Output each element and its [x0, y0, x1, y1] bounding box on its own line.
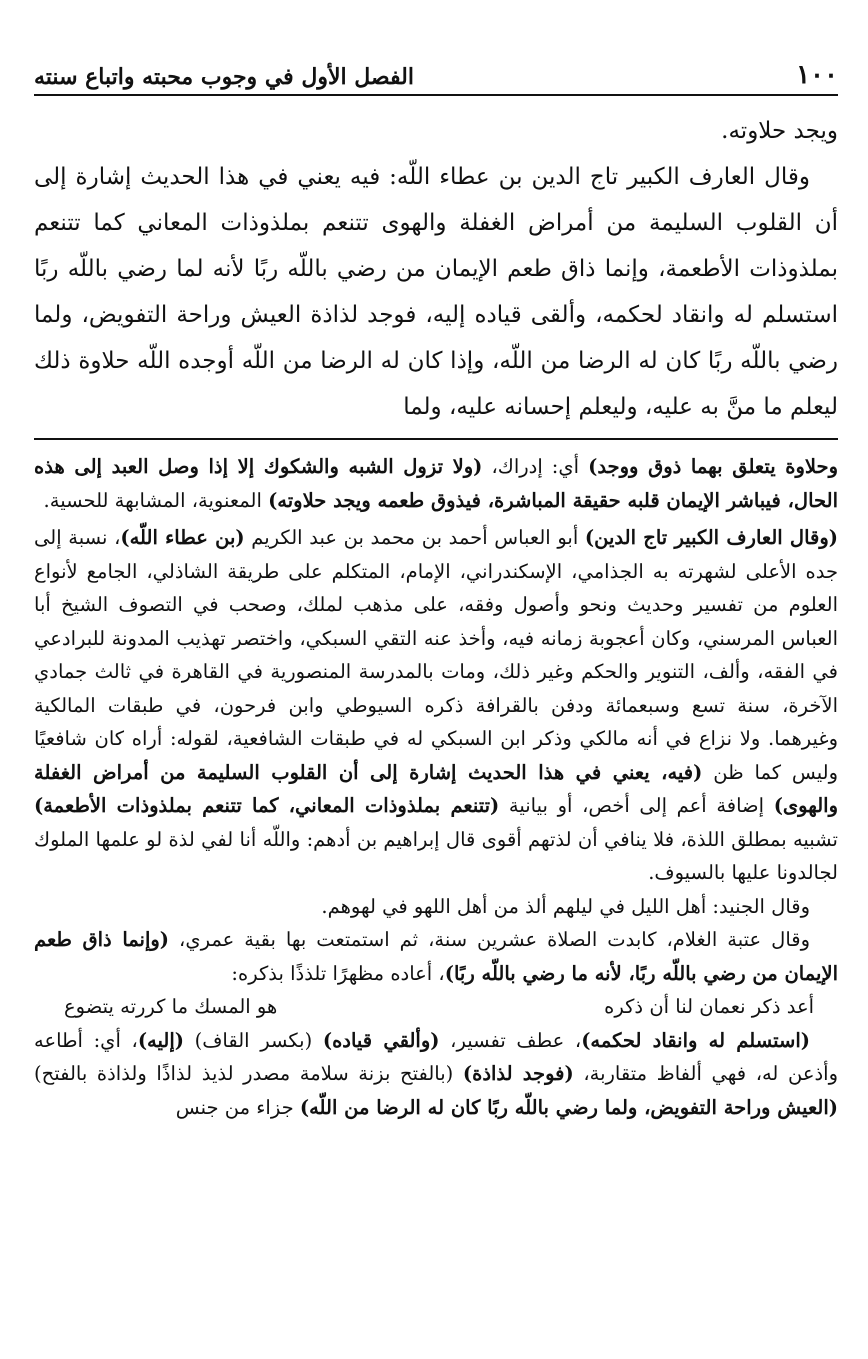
commentary-quote: وحلاوة يتعلق بهما ذوق ووجد) — [588, 455, 838, 478]
commentary-text: تشبيه بمطلق اللذة، فلا ينافي أن لذتهم أقوى قال إبراهيم بن أدهم: واللّه أنا لفي لذة لو علمها الملوك لجالدونا عليها بالسيوف. — [34, 827, 838, 884]
commentary-quote: (وألقي قياده) — [322, 1028, 440, 1052]
page-number: ١٠٠ — [796, 60, 838, 90]
main-text — [34, 108, 838, 430]
page-header — [34, 50, 838, 96]
commentary-quote: (وقال العارف الكبير تاج الدين) — [584, 526, 838, 549]
commentary-quote: (استسلم له وانقاد لحكمه) — [581, 1028, 810, 1052]
commentary-text: جزاء من جنس — [175, 1095, 300, 1119]
commentary — [34, 450, 838, 1124]
commentary-text: ، أي: أطاعه وأذعن له، فهي ألفاظ متقاربة، — [34, 1028, 838, 1085]
commentary-quote: (فيه، يعني في هذا الحديث إشارة إلى أن القلوب السليمة من أمراض الغفلة والهوى) — [34, 760, 839, 817]
commentary-text: أي: إدراك، — [482, 455, 589, 478]
commentary-paragraph — [34, 450, 838, 517]
commentary-text: وقال عتبة الغلام، كابدت الصلاة عشرين سنة، ثم استمتعت بها بقية عمري، — [169, 928, 810, 951]
commentary-paragraph — [34, 521, 838, 890]
commentary-text: (بكسر القاف) — [183, 1028, 323, 1052]
main-text-paragraph: وقال العارف الكبير تاج الدين بن عطاء اللّه: فيه يعني في هذا الحديث إشارة إلى أن القلوب السليمة من أمراض الغفلة والهوى تتنعم بملذوذات المعاني كما تتنعم بملذوذات الأطعمة، وإنما ذاق طعم الإيمان من رضي باللّه ربًا لأنه لما رضي باللّه ربًا استسلم له وانقاد لحكمه، وألقى قياده إليه، فوجد لذاذة العيش وراحة التفويض، ولما رضي باللّه ربًا كان له الرضا من اللّه، وإذا كان له الرضا من اللّه أوجده اللّه حلاوة ذلك ليعلم ما منَّ به عليه، وليعلم إحسانه عليه، ولما — [34, 164, 838, 420]
verse-hemistich-first: أعد ذكر نعمان لنا أن ذكره — [604, 995, 814, 1018]
chapter-title: الفصل الأول في وجوب محبته واتباع سنته — [34, 64, 414, 90]
commentary-quote: (إليه) — [137, 1028, 184, 1052]
commentary-paragraph — [34, 923, 838, 990]
footnote-separator — [34, 438, 838, 440]
commentary-paragraph — [34, 1024, 838, 1125]
commentary-quote: (بن عطاء اللّه) — [120, 526, 245, 549]
commentary-quote: (فوجد لذاذة) — [462, 1062, 574, 1085]
commentary-quote: (العيش وراحة التفويض، ولما رضي باللّه ربًا كان له الرضا من اللّه) — [299, 1095, 838, 1119]
commentary-text: ، أعاده مظهرًا تلذذًا بذكره: — [231, 961, 445, 985]
commentary-paragraph: وقال الجنيد: أهل الليل في ليلهم ألذ من أهل اللهو في لهوهم. — [321, 894, 810, 918]
commentary-text: ، عطف تفسير، — [439, 1028, 582, 1052]
commentary-text: إضافة أعم إلى أخص، أو بيانية — [499, 794, 774, 817]
commentary-text: (بالفتح بزنة سلامة مصدر لذيذ لذاذًا ولذاذة بالفتح) — [34, 1062, 463, 1085]
commentary-text: أبو العباس أحمد بن محمد بن عبد الكريم — [244, 526, 585, 549]
commentary-text: المعنوية، المشابهة للحسية. — [43, 488, 269, 512]
main-text-line: ويجد حلاوته. — [721, 118, 838, 144]
commentary-quote: (وإنما ذاق طعم الإيمان من رضي باللّه ربًا، لأنه ما رضي باللّه ربًا) — [34, 928, 838, 985]
verse-hemistich-second: هو المسك ما كررته يتضوع — [64, 995, 278, 1018]
commentary-text: ، نسبة إلى جده الأعلى لشهرته به الجذامي، الإسكندراني، الإمام، المتكلم على طريقة الشاذلي، الجامع لأنواع العلوم من تفسير وحديث ونحو وأصول وفقه، على مذهب لملك، وصحب في التصوف الشيخ أبا العباس المرسني، وكان أعجوبة زمانه فيه، وأخذ عنه التقي السبكي، واختصر تهذيب المدونة للبرادعي في الفقه، وألف، التنوير والحكم وغير ذلك، ومات بالمدرسة المنصورية في القاهرة في ثالث جمادي الآخرة، سنة تسع وسبعمائة ودفن بالقرافة ذكره السيوطي وابن فرحون، في طبقات المالكية وغيرهما. ولا نزاع في أنه مالكي وذكر ابن السبكي له في طبقات الشافعية، لقوله: أراه كان شافعيًا وليس كما ظن — [34, 526, 839, 784]
commentary-quote: (تتنعم بملذوذات المعاني، كما تتنعم بملذوذات الأطعمة) — [34, 794, 500, 817]
poetry-verse — [34, 990, 838, 1024]
commentary-quote: (ولا تزول الشبه والشكوك إلا إذا وصل العبد إلى هذه الحال، فيباشر الإيمان قلبه حقيقة المباشرة، فيذوق طعمه ويجد حلاوته) — [34, 455, 838, 512]
